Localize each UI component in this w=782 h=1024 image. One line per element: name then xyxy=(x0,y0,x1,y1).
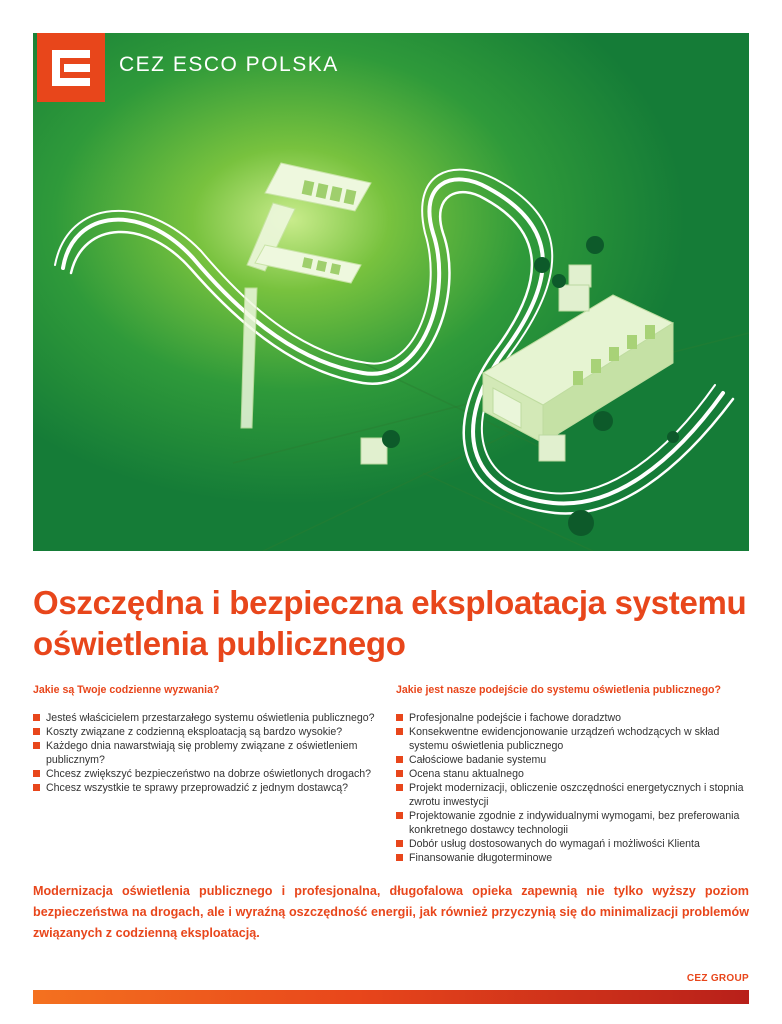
square-bullet-icon xyxy=(396,854,403,861)
list-item: Całościowe badanie systemu xyxy=(396,753,756,767)
square-bullet-icon xyxy=(396,812,403,819)
cez-group-label: CEZ GROUP xyxy=(686,973,749,984)
list-item: Chcesz zwiększyć bezpieczeństwo na dobrze oświetlonych drogach? xyxy=(33,767,393,781)
square-bullet-icon xyxy=(396,840,403,847)
cez-logo xyxy=(37,33,105,102)
list-item: Konsekwentne ewidencjonowanie urządzeń wchodzących w skład systemu oświetlenia publicznego xyxy=(396,725,756,753)
challenges-column xyxy=(33,684,393,795)
cez-logo-mark-icon xyxy=(37,33,105,102)
list-item: Chcesz wszystkie te sprawy przeprowadzić z jednym dostawcą? xyxy=(33,781,393,795)
list-item: Projektowanie zgodnie z indywidualnymi wymogami, bez preferowania konkretnego dostawcy technologii xyxy=(396,809,756,837)
list-item: Finansowanie długoterminowe xyxy=(396,851,756,865)
challenges-heading: Jakie są Twoje codzienne wyzwania? xyxy=(33,684,220,696)
list-item: Koszty związane z codzienną eksploatacją są bardzo wysokie? xyxy=(33,725,393,739)
list-item: Jesteś właścicielem przestarzałego systemu oświetlenia publicznego? xyxy=(33,711,393,725)
list-item: Każdego dnia nawarstwiają się problemy związane z oświetleniem publicznym? xyxy=(33,739,393,767)
square-bullet-icon xyxy=(33,714,40,721)
approach-column xyxy=(396,684,756,865)
square-bullet-icon xyxy=(396,756,403,763)
square-bullet-icon xyxy=(33,728,40,735)
list-item: Dobór usług dostosowanych do wymagań i możliwości Klienta xyxy=(396,837,756,851)
square-bullet-icon xyxy=(396,784,403,791)
list-item: Profesjonalne podejście i fachowe doradztwo xyxy=(396,711,756,725)
footer-gradient-bar xyxy=(33,990,749,1004)
square-bullet-icon xyxy=(396,714,403,721)
hero-background xyxy=(33,33,749,551)
square-bullet-icon xyxy=(396,770,403,777)
square-bullet-icon xyxy=(33,770,40,777)
challenges-list xyxy=(33,711,393,795)
square-bullet-icon xyxy=(33,742,40,749)
summary-paragraph: Modernizacja oświetlenia publicznego i profesjonalna, długofalowa opieka zapewnią nie tylko wyższy poziom bezpieczeństwa na drogach, ale i wyraźną oszczędność energii, jak również przyczynią się do minimalizacji problemów związanych z codzienną eksploatacją. xyxy=(33,884,749,940)
square-bullet-icon xyxy=(396,728,403,735)
approach-list xyxy=(396,711,756,865)
hero-illustration xyxy=(33,33,749,551)
brand-name: CEZ ESCO POLSKA xyxy=(119,53,339,76)
list-item: Projekt modernizacji, obliczenie oszczędności energetycznych i stopnia zwrotu inwestycji xyxy=(396,781,756,809)
headline: Oszczędna i bezpieczna eksploatacja systemu oświetlenia publicznego xyxy=(33,584,747,662)
list-item: Ocena stanu aktualnego xyxy=(396,767,756,781)
square-bullet-icon xyxy=(33,784,40,791)
approach-heading: Jakie jest nasze podejście do systemu oświetlenia publicznego? xyxy=(396,684,721,696)
